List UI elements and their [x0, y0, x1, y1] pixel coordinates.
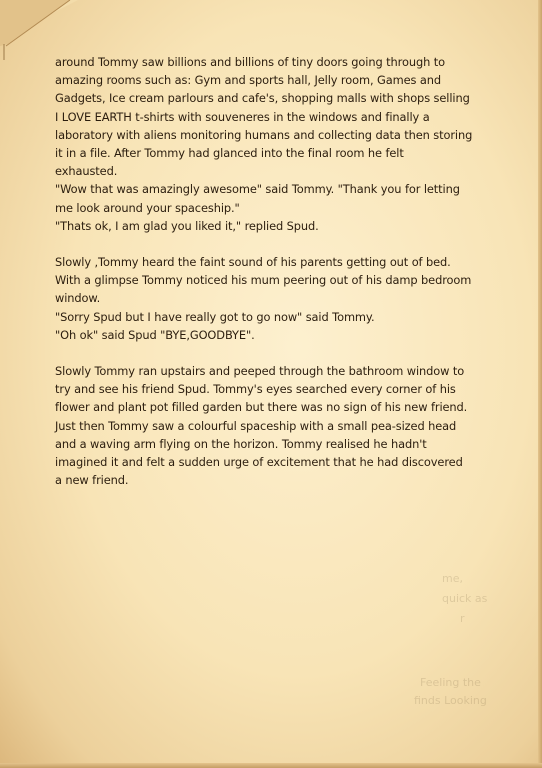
text-line: and a waving arm flying on the horizon. Tommy realised he hadn't	[55, 436, 427, 451]
text-line: "Wow that was amazingly awesome" said Tommy. "Thank you for letting	[55, 182, 460, 197]
text-line: flower and plant pot filled garden but there was no sign of his new friend.	[55, 400, 468, 415]
text-line: Gadgets, Ice cream parlours and cafe's, shopping malls with shops selling	[55, 91, 470, 106]
text-line: it in a file. After Tommy had glanced into the final room he felt	[55, 146, 404, 161]
text-line: "Sorry Spud but I have really got to go now" said Tommy.	[55, 309, 375, 324]
text-line: imagined it and felt a sudden urge of excitement that he had discovered	[55, 455, 463, 470]
text-line: amazing rooms such as: Gym and sports hall, Jelly room, Games and	[55, 73, 442, 88]
bleed-through-text: quick as	[442, 592, 488, 605]
text-line: Slowly Tommy ran upstairs and peeped through the bathroom window to	[55, 364, 465, 379]
text-line: try and see his friend Spud. Tommy's eyes searched every corner of his	[55, 382, 456, 397]
text-line: Slowly ,Tommy heard the faint sound of his parents getting out of bed.	[55, 255, 451, 270]
folded-corner	[0, 0, 80, 60]
text-line: With a glimpse Tommy noticed his mum peering out of his damp bedroom	[55, 273, 472, 288]
bleed-through-text: me,	[442, 572, 463, 585]
text-line: I LOVE EARTH t-shirts with souveneres in the windows and finally a	[55, 109, 430, 124]
text-line: me look around your spaceship."	[55, 200, 240, 215]
bleed-through-text: Feeling the	[420, 676, 481, 689]
text-line: Just then Tommy saw a colourful spaceship with a small pea-sized head	[55, 418, 457, 433]
text-line: "Thats ok, I am glad you liked it," replied Spud.	[55, 218, 319, 233]
text-line: laboratory with aliens monitoring humans and collecting data then storing	[55, 127, 473, 142]
bleed-through-text: finds Looking	[414, 694, 487, 707]
paragraph-new-friend	[55, 362, 485, 489]
text-line: a new friend.	[55, 473, 129, 488]
text-line: exhausted.	[55, 164, 118, 179]
text-line: around Tommy saw billions and billions of tiny doors going through to	[55, 55, 445, 69]
story-text	[55, 53, 485, 507]
paragraph-goodbye	[55, 253, 485, 344]
page-edge-bottom	[0, 763, 542, 768]
text-line: window.	[55, 291, 101, 306]
bleed-through-text: r	[460, 612, 465, 625]
page-edge-right	[538, 0, 542, 768]
paragraph-spaceship-tour	[55, 53, 485, 235]
text-line: "Oh ok" said Spud "BYE,GOODBYE".	[55, 327, 255, 342]
